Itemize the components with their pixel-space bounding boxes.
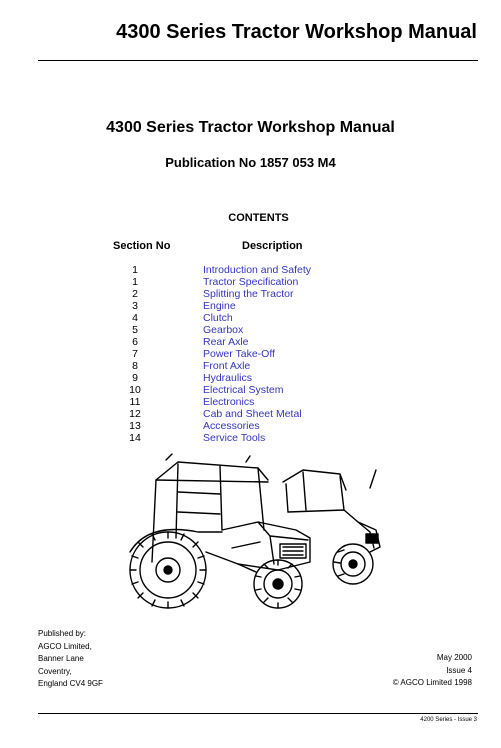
header-title: 4300 Series Tractor Workshop Manual <box>116 21 477 43</box>
toc-link-engine[interactable]: Engine <box>203 300 236 312</box>
toc-row <box>0 432 501 444</box>
toc-link-cab-and-sheet-metal[interactable]: Cab and Sheet Metal <box>203 408 302 420</box>
front-tractor-drawing <box>130 454 310 608</box>
toc-link-service-tools[interactable]: Service Tools <box>203 432 266 444</box>
issue-block <box>393 652 472 690</box>
top-rule <box>38 60 478 61</box>
toc-row <box>0 336 501 348</box>
publisher-block <box>38 628 103 691</box>
toc-row <box>0 300 501 312</box>
section-number: 9 <box>132 372 138 384</box>
tractor-illustration <box>108 452 408 612</box>
toc-link-gearbox[interactable]: Gearbox <box>203 324 244 336</box>
toc-link-splitting-the-tractor[interactable]: Splitting the Tractor <box>203 288 294 300</box>
toc-row <box>0 312 501 324</box>
publisher-line: Coventry, <box>38 666 72 676</box>
section-no-header: Section No <box>113 240 171 252</box>
section-number: 1 <box>132 276 138 288</box>
rear-tractor-drawing <box>283 470 380 584</box>
publisher-heading: Published by: <box>38 629 87 638</box>
section-number: 13 <box>129 420 141 432</box>
toc-link-hydraulics[interactable]: Hydraulics <box>203 372 253 384</box>
section-number: 8 <box>132 360 138 372</box>
section-number: 5 <box>132 324 138 336</box>
issue-number: Issue 4 <box>446 665 472 675</box>
publisher-line: AGCO Limited, <box>38 641 92 651</box>
publication-number: Publication No 1857 053 M4 <box>165 155 336 170</box>
toc-row <box>0 264 501 276</box>
description-header: Description <box>242 240 303 252</box>
section-number: 12 <box>129 408 141 420</box>
issue-date: May 2000 <box>436 653 472 662</box>
document-title: 4300 Series Tractor Workshop Manual <box>106 119 395 136</box>
toc-link-electronics[interactable]: Electronics <box>203 396 255 408</box>
section-number: 6 <box>132 336 138 348</box>
toc-link-front-axle[interactable]: Front Axle <box>203 360 251 372</box>
publisher-line: Banner Lane <box>38 654 84 663</box>
toc-link-tractor-specification[interactable]: Tractor Specification <box>203 276 299 288</box>
section-number: 10 <box>129 384 141 396</box>
contents-table <box>0 264 501 444</box>
section-number: 14 <box>129 432 141 444</box>
toc-row <box>0 324 501 336</box>
toc-link-clutch[interactable]: Clutch <box>203 312 233 324</box>
contents-heading: CONTENTS <box>228 212 289 224</box>
toc-row <box>0 276 501 288</box>
toc-link-accessories[interactable]: Accessories <box>203 420 260 432</box>
publisher-line: England CV4 9GF <box>38 679 103 688</box>
footer-text: 4200 Series - Issue 3 <box>420 717 477 723</box>
toc-link-rear-axle[interactable]: Rear Axle <box>203 336 249 348</box>
bottom-rule <box>38 713 478 714</box>
toc-row <box>0 408 501 420</box>
section-number: 3 <box>132 300 138 312</box>
section-number: 1 <box>132 264 138 276</box>
toc-row <box>0 420 501 432</box>
toc-link-electrical-system[interactable]: Electrical System <box>203 384 284 396</box>
copyright: © AGCO Limited 1998 <box>392 678 472 687</box>
section-number: 11 <box>129 396 141 408</box>
toc-row <box>0 384 501 396</box>
toc-row <box>0 348 501 360</box>
toc-row <box>0 396 501 408</box>
section-number: 7 <box>132 348 138 360</box>
section-number: 4 <box>132 312 138 324</box>
toc-link-power-take-off[interactable]: Power Take-Off <box>203 348 275 360</box>
toc-row <box>0 360 501 372</box>
toc-link-introduction-and-safety[interactable]: Introduction and Safety <box>203 264 311 276</box>
toc-row <box>0 372 501 384</box>
section-number: 2 <box>132 288 138 300</box>
toc-row <box>0 288 501 300</box>
